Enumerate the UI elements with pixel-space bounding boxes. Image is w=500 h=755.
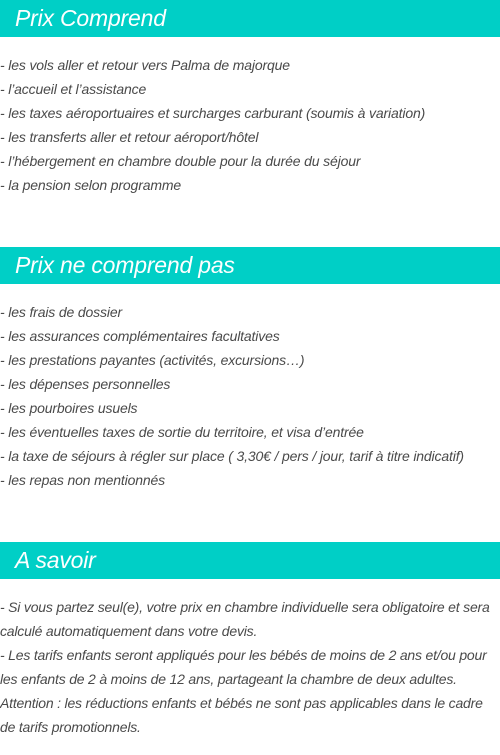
- list-item: - l’accueil et l’assistance: [0, 81, 147, 97]
- info-body: [0, 595, 500, 739]
- list-item: - les repas non mentionnés: [0, 472, 165, 488]
- list-item: - l’hébergement en chambre double pour la durée du séjour: [0, 153, 361, 169]
- list-item: - les taxes aéroportuaires et surcharges carburant (soumis à variation): [0, 105, 426, 121]
- list-item: - les éventuelles taxes de sortie du territoire, et visa d’entrée: [0, 424, 364, 440]
- list-item: - les prestations payantes (activités, excursions…): [0, 352, 305, 368]
- list-item: - les transferts aller et retour aéroport/hôtel: [0, 129, 259, 145]
- info-section: [0, 542, 500, 739]
- price-excluded-header: [0, 247, 500, 284]
- list-item: - les frais de dossier: [0, 304, 122, 320]
- info-paragraph: - Les tarifs enfants seront appliqués pour les bébés de moins de 2 ans et/ou pour les enfants de 2 à moins de 12 ans, partageant la chambre de deux adultes.: [0, 647, 487, 687]
- list-item: - les pourboires usuels: [0, 400, 138, 416]
- info-title: A savoir: [15, 547, 96, 573]
- price-included-list: [0, 53, 500, 197]
- list-item: - la pension selon programme: [0, 177, 182, 193]
- price-excluded-list: [0, 300, 500, 492]
- info-paragraph: Attention : les réductions enfants et bébés ne sont pas applicables dans le cadre de tarifs promotionnels.: [0, 695, 483, 735]
- price-excluded-title: Prix ne comprend pas: [15, 252, 235, 278]
- price-included-header: [0, 0, 500, 37]
- list-item: - les vols aller et retour vers Palma de majorque: [0, 57, 290, 73]
- list-item: - les assurances complémentaires facultatives: [0, 328, 280, 344]
- list-item: - les dépenses personnelles: [0, 376, 171, 392]
- price-included-title: Prix Comprend: [15, 5, 166, 31]
- list-item: - la taxe de séjours à régler sur place ( 3,30€ / pers / jour, tarif à titre indicatif): [0, 448, 464, 464]
- info-paragraph: - Si vous partez seul(e), votre prix en chambre individuelle sera obligatoire et sera calculé automatiquement dans votre devis.: [0, 599, 490, 639]
- price-excluded-section: [0, 247, 500, 492]
- price-included-section: [0, 0, 500, 197]
- info-header: [0, 542, 500, 579]
